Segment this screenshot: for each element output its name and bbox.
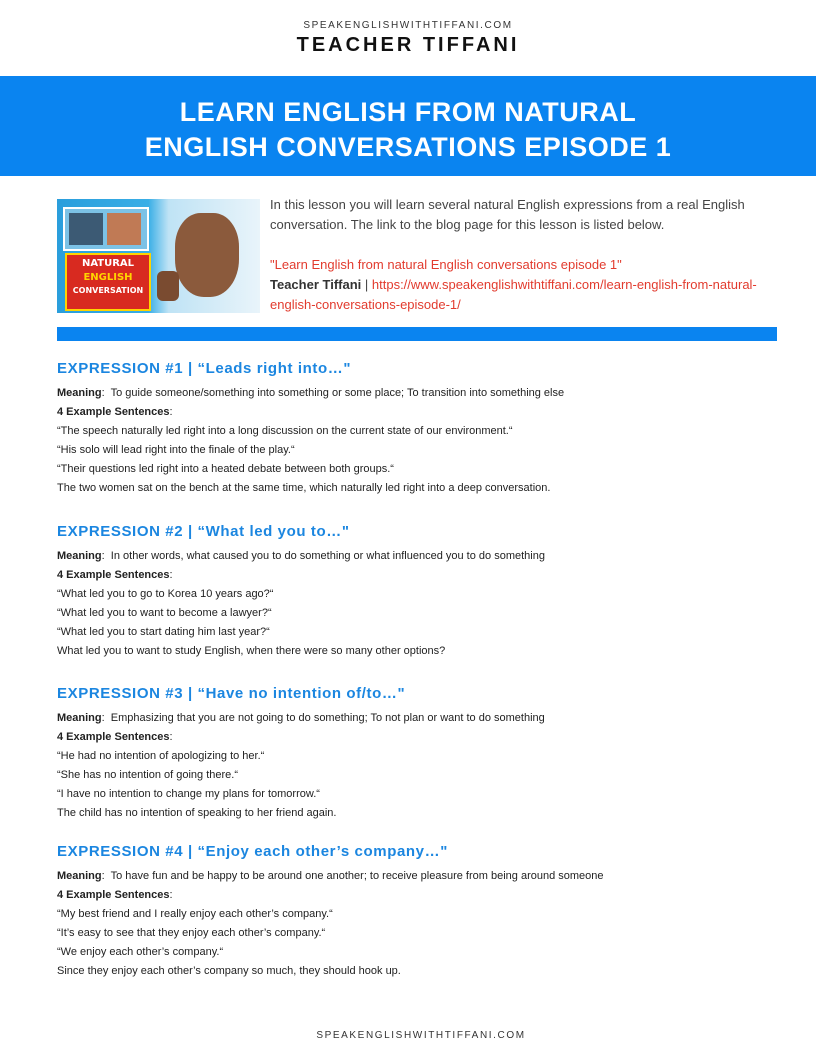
footer-site-url[interactable]: SPEAKENGLISHWITHTIFFANI.COM xyxy=(316,1030,526,1041)
example-sentence: “Their questions led right into a heated debate between both groups.“ xyxy=(57,463,394,475)
video-call-inset xyxy=(63,207,149,251)
example-sentence: The two women sat on the bench at the same time, which naturally led right into a deep conversation. xyxy=(57,482,551,494)
author-name: Teacher Tiffani xyxy=(270,277,362,292)
expression-title: EXPRESSION #1 | “Leads right into…" xyxy=(57,360,352,377)
expression-title: EXPRESSION #3 | “Have no intention of/to…" xyxy=(57,685,406,702)
examples-heading: 4 Example Sentences: xyxy=(57,731,173,743)
examples-label: 4 Example Sentences xyxy=(57,406,170,418)
expression-section xyxy=(57,359,777,498)
link-separator: | xyxy=(361,277,372,292)
expression-section xyxy=(57,842,777,981)
example-sentence: What led you to want to study English, when there were so many other options? xyxy=(57,645,446,657)
expression-section xyxy=(57,684,777,823)
blog-link-line xyxy=(270,275,770,315)
badge-line-2: ENGLISH xyxy=(83,272,133,283)
example-sentence: “He had no intention of apologizing to her.“ xyxy=(57,750,265,762)
header-site-url[interactable]: SPEAKENGLISHWITHTIFFANI.COM xyxy=(303,20,513,31)
expression-section xyxy=(57,522,777,661)
meaning-line: Meaning: In other words, what caused you to do something or what influenced you to do something xyxy=(57,550,545,562)
examples-label: 4 Example Sentences xyxy=(57,569,170,581)
meaning-label: Meaning xyxy=(57,387,102,399)
brand-name: TEACHER TIFFANI xyxy=(296,34,520,56)
example-sentence: “His solo will lead right into the finale of the play.“ xyxy=(57,444,295,456)
participant-1 xyxy=(69,213,103,245)
meaning-line: Meaning: To guide someone/something into something or some place; To transition into something else xyxy=(57,387,565,399)
blog-url-link[interactable]: https://www.speakenglishwithtiffani.com/learn-english-from-natural-english-conversations-episode-1/ xyxy=(270,277,757,312)
title-banner xyxy=(0,76,816,176)
expression-title: EXPRESSION #2 | “What led you to…" xyxy=(57,523,350,540)
blog-post-title: "Learn English from natural English conversations episode 1" xyxy=(270,257,622,272)
examples-heading: 4 Example Sentences: xyxy=(57,889,173,901)
section-divider xyxy=(57,327,777,341)
examples-label: 4 Example Sentences xyxy=(57,731,170,743)
badge-line-1: NATURAL xyxy=(81,258,135,269)
example-sentence: The child has no intention of speaking to her friend again. xyxy=(57,807,337,819)
thumbs-up-icon xyxy=(157,271,179,301)
example-sentence: “She has no intention of going there.“ xyxy=(57,769,239,781)
meaning-text: To guide someone/something into something or some place; To transition into something else xyxy=(110,387,565,399)
meaning-line: Meaning: To have fun and be happy to be around one another; to receive pleasure from being around someone xyxy=(57,870,604,882)
example-sentence: “What led you to start dating him last year?“ xyxy=(57,626,270,638)
example-sentence: “It’s easy to see that they enjoy each other’s company.“ xyxy=(57,927,326,939)
presenter-portrait xyxy=(175,213,239,297)
lesson-intro xyxy=(270,195,770,315)
meaning-text: Emphasizing that you are not going to do something; To not plan or want to do something xyxy=(110,712,545,724)
example-sentence: “We enjoy each other’s company.“ xyxy=(57,946,224,958)
participant-2 xyxy=(107,213,141,245)
meaning-text: To have fun and be happy to be around one another; to receive pleasure from being around someone xyxy=(110,870,604,882)
meaning-label: Meaning xyxy=(57,870,102,882)
example-sentence: “What led you to go to Korea 10 years ago?“ xyxy=(57,588,274,600)
lesson-thumbnail-image xyxy=(57,199,260,313)
badge-line-3: CONVERSATION xyxy=(72,286,144,295)
example-sentence: “My best friend and I really enjoy each other’s company.“ xyxy=(57,908,333,920)
examples-heading: 4 Example Sentences: xyxy=(57,406,173,418)
expression-title: EXPRESSION #4 | “Enjoy each other’s company…" xyxy=(57,843,448,860)
banner-title-line-1: LEARN ENGLISH FROM NATURAL xyxy=(179,97,637,127)
banner-title-line-2: ENGLISH CONVERSATIONS EPISODE 1 xyxy=(144,132,672,162)
meaning-label: Meaning xyxy=(57,550,102,562)
meaning-line: Meaning: Emphasizing that you are not going to do something; To not plan or want to do something xyxy=(57,712,545,724)
meaning-text: In other words, what caused you to do something or what influenced you to do something xyxy=(110,550,545,562)
examples-heading: 4 Example Sentences: xyxy=(57,569,173,581)
examples-label: 4 Example Sentences xyxy=(57,889,170,901)
intro-text: In this lesson you will learn several natural English expressions from a real English conversation. The link to the blog page for this lesson is listed below. xyxy=(270,197,745,232)
example-sentence: Since they enjoy each other’s company so much, they should hook up. xyxy=(57,965,401,977)
example-sentence: “I have no intention to change my plans for tomorrow.“ xyxy=(57,788,320,800)
example-sentence: “What led you to want to become a lawyer?“ xyxy=(57,607,272,619)
example-sentence: “The speech naturally led right into a long discussion on the current state of our environment.“ xyxy=(57,425,513,437)
meaning-label: Meaning xyxy=(57,712,102,724)
thumbnail-caption-badge xyxy=(65,253,151,311)
